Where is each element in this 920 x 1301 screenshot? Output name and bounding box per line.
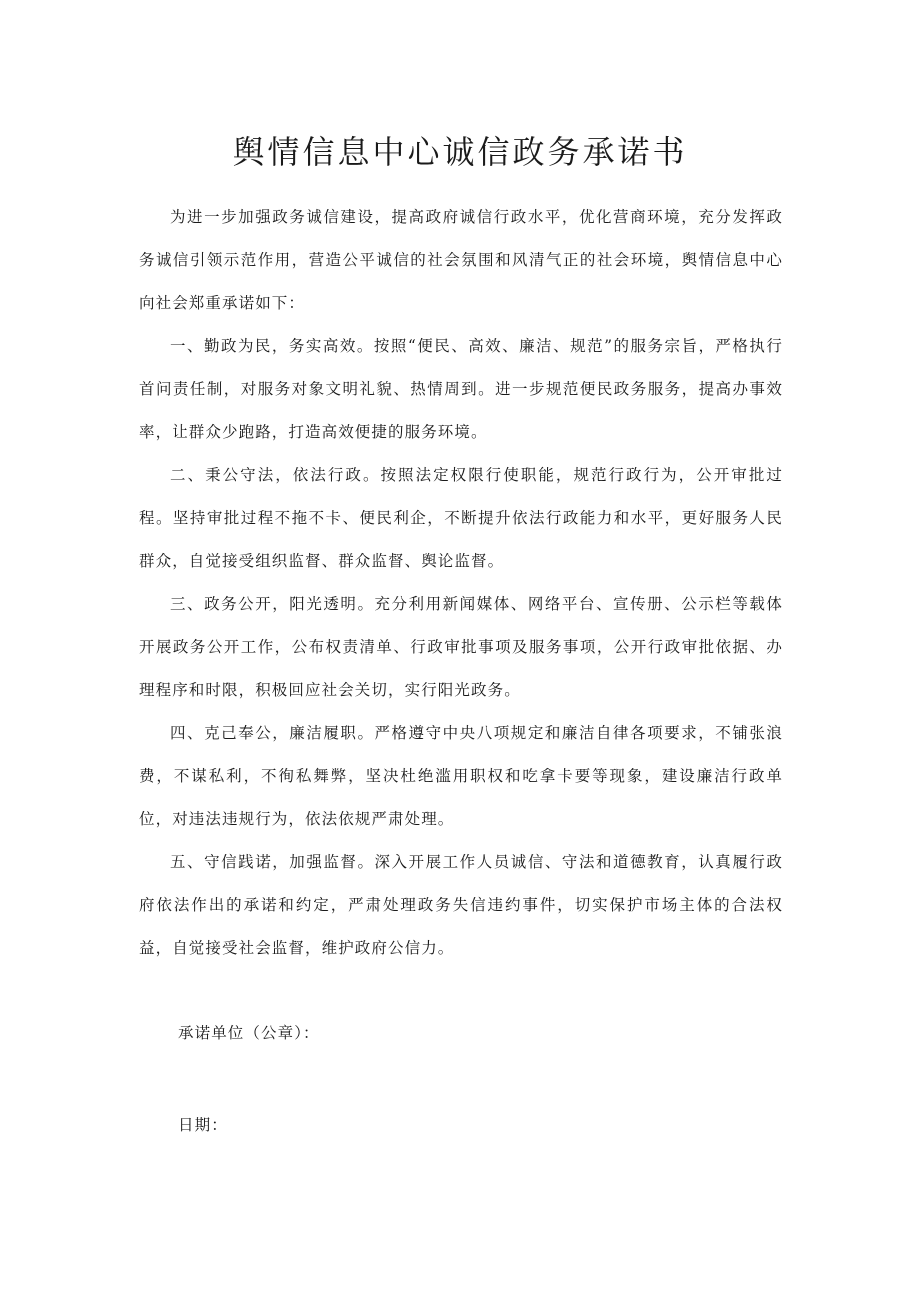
paragraph-commitment-5: 五、守信践诺，加强监督。深入开展工作人员诚信、守法和道德教育，认真履行政府依法作出的承诺和约定，严肃处理政务失信违约事件，切实保护市场主体的合法权益，自觉接受社会监督，维护政府公信力。 bbox=[139, 853, 783, 957]
paragraph-commitment-1: 一、勤政为民，务实高效。按照“便民、高效、廉洁、规范”的服务宗旨，严格执行首问责任制，对服务对象文明礼貌、热情周到。进一步规范便民政务服务，提高办事效率，让群众少跑路，打造高效便捷的服务环境。 bbox=[139, 337, 783, 441]
paragraph-commitment-4: 四、克己奉公，廉洁履职。严格遵守中央八项规定和廉洁自律各项要求，不铺张浪费，不谋私利，不徇私舞弊，坚决杜绝滥用职权和吃拿卡要等现象，建设廉洁行政单位，对违法违规行为，依法依规严肃处理。 bbox=[139, 724, 783, 828]
paragraph-commitment-3: 三、政务公开，阳光透明。充分利用新闻媒体、网络平台、宣传册、公示栏等载体开展政务公开工作，公布权责清单、行政审批事项及服务事项，公开行政审批依据、办理程序和时限，积极回应社会关切，实行阳光政务。 bbox=[139, 595, 783, 699]
paragraph-intro: 为进一步加强政务诚信建设，提高政府诚信行政水平，优化营商环境，充分发挥政务诚信引领示范作用，营造公平诚信的社会氛围和风清气正的社会环境，舆情信息中心向社会郑重承诺如下： bbox=[139, 208, 783, 312]
document-body bbox=[139, 196, 783, 970]
document-title: 舆情信息中心诚信政务承诺书 bbox=[232, 133, 688, 171]
signature-unit-label: 承诺单位（公章）： bbox=[178, 1024, 320, 1042]
paragraph-commitment-2: 二、秉公守法，依法行政。按照法定权限行使职能，规范行政行为，公开审批过程。坚持审批过程不拖不卡、便民利企，不断提升依法行政能力和水平，更好服务人民群众，自觉接受组织监督、群众监督、舆论监督。 bbox=[139, 466, 783, 570]
signature-date-label: 日期： bbox=[178, 1116, 228, 1134]
